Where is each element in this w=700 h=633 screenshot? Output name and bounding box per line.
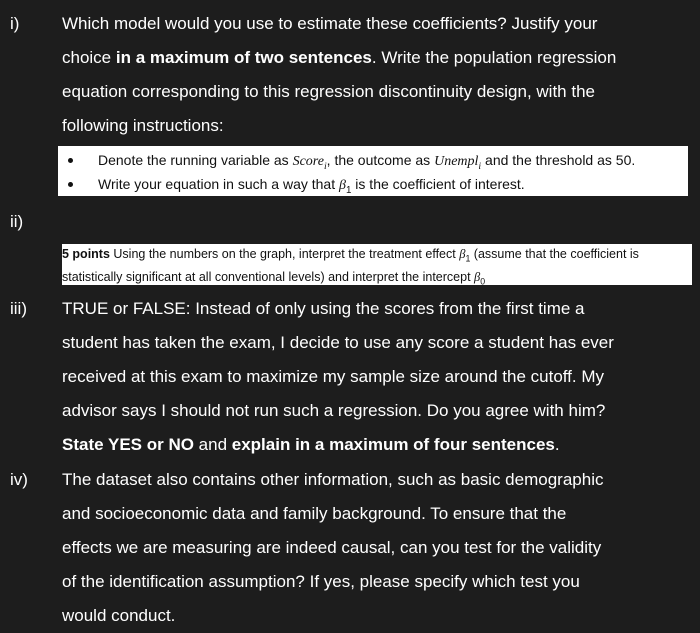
item-marker-iii: iii) <box>10 299 27 318</box>
text-run: Using the numbers on the graph, interpret the treatment effect <box>109 247 460 261</box>
emphasis-text: explain in a maximum of four sentences <box>231 435 555 454</box>
text-run: is the coefficient of interest. <box>351 176 525 192</box>
question-iii-line: TRUE or FALSE: Instead of only using the scores from the first time a <box>62 299 585 318</box>
math-sub: 1 <box>345 184 352 196</box>
question-iv-line: of the identification assumption? If yes, please specify which test you <box>62 572 580 591</box>
points-box <box>62 244 692 285</box>
bullet-item <box>58 172 688 196</box>
math-var: β <box>459 247 466 261</box>
points-label: 5 points <box>62 247 110 261</box>
text-run: . <box>554 435 560 454</box>
text-run: . Write the population regression <box>371 48 617 67</box>
question-i-line: equation corresponding to this regression discontinuity design, with the <box>62 82 595 101</box>
bullet-icon <box>68 182 73 187</box>
math-var: β <box>338 178 346 193</box>
math-var: β <box>474 269 481 284</box>
instructions-box <box>58 146 688 196</box>
question-iv-line: and socioeconomic data and family background. To ensure that the <box>62 504 567 523</box>
text-run: Denote the running variable as <box>98 152 293 168</box>
question-i-text <box>62 7 692 143</box>
text-run: and <box>193 435 232 454</box>
text-run: , the outcome as <box>326 152 435 168</box>
text-run: statistically significant at all conventional levels) and interpret the intercept <box>62 269 475 284</box>
question-iv-line: The dataset also contains other information, such as basic demographic <box>62 470 604 489</box>
text-run: Write your equation in such a way that <box>98 176 339 192</box>
question-i-line: Which model would you use to estimate these coefficients? Justify your <box>62 14 598 33</box>
question-iv-line: would conduct. <box>62 606 176 625</box>
points-line <box>62 268 692 291</box>
question-i-line <box>62 41 692 75</box>
question-iii-line <box>62 428 692 462</box>
bullet-text <box>98 172 525 203</box>
bullet-item <box>58 148 688 172</box>
bullet-icon <box>68 158 73 163</box>
question-iv-text <box>62 463 692 633</box>
question-iii-line: student has taken the exam, I decide to use any score a student has ever <box>62 333 614 352</box>
text-run: and the threshold as 50. <box>481 152 636 168</box>
math-var: Score <box>292 154 324 169</box>
question-iii-text <box>62 292 692 462</box>
emphasis-text: in a maximum of two sentences <box>115 48 372 67</box>
math-sub: i <box>478 160 482 172</box>
question-iii-line: received at this exam to maximize my sample size around the cutoff. My <box>62 367 605 386</box>
text-run: (assume that the coefficient is <box>470 247 639 261</box>
points-line <box>62 245 692 268</box>
math-sub: i <box>323 160 327 172</box>
question-iii-line: advisor says I should not run such a regression. Do you agree with him? <box>62 401 606 420</box>
question-iv-line: effects we are measuring are indeed causal, can you test for the validity <box>62 538 602 557</box>
item-marker-ii: ii) <box>10 212 24 231</box>
math-sub: 1 <box>465 253 471 264</box>
math-sub: 0 <box>480 276 486 286</box>
item-marker-i: i) <box>10 14 20 33</box>
math-var: Unempl <box>434 154 479 169</box>
question-i-line: following instructions: <box>62 116 224 135</box>
emphasis-text: State YES or NO <box>62 435 194 454</box>
item-marker-iv: iv) <box>10 470 28 489</box>
text-run: choice <box>62 48 116 67</box>
